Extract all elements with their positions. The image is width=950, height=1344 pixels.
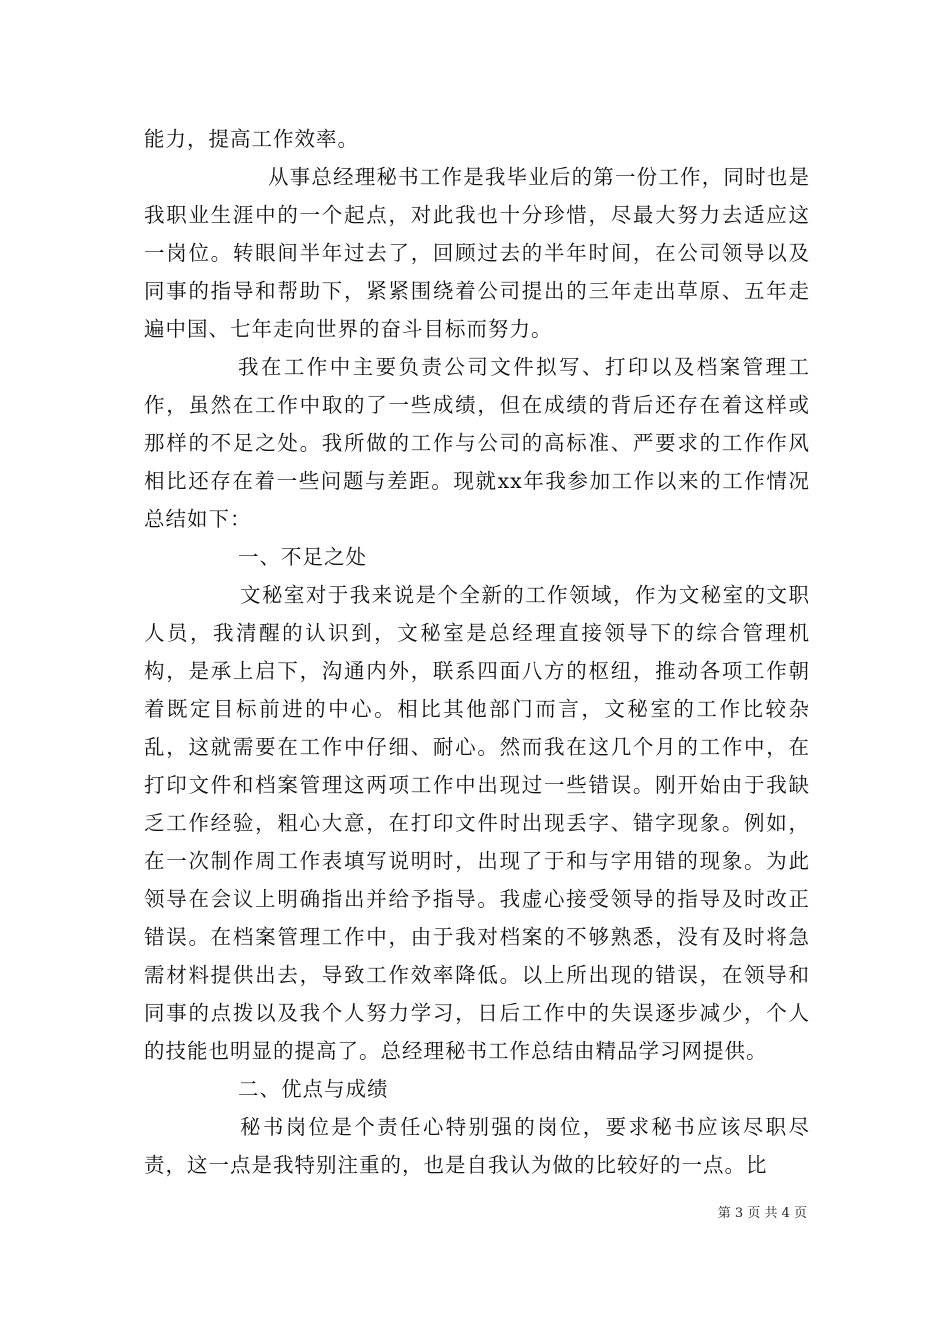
paragraph: 我在工作中主要负责公司文件拟写、打印以及档案管理工作，虽然在工作中取的了一些成绩，但在成绩的背后还存在着这样或那样的不足之处。我所做的工作与公司的高标准、严要求的工作作风相比还存在着一些问题与差距。现就xx年我参加工作以来的工作情况总结如下： [144, 355, 810, 531]
paragraph: 能力，提高工作效率。 [144, 127, 359, 151]
document-body [144, 120, 810, 1184]
paragraph: 秘书岗位是个责任心特别强的岗位，要求秘书应该尽职尽责，这一点是我特别注重的，也是自我认为做的比较好的一点。比 [144, 1115, 810, 1177]
page-number: 第 3 页 共 4 页 [717, 1206, 807, 1221]
section-heading: 二、优点与成绩 [238, 1077, 389, 1101]
paragraph: 从事总经理秘书工作是我毕业后的第一份工作，同时也是我职业生涯中的一个起点，对此我也十分珍惜，尽最大努力去适应这一岗位。转眼间半年过去了，回顾过去的半年时间，在公司领导以及同事的指导和帮助下，紧紧围绕着公司提出的三年走出草原、五年走遍中国、七年走向世界的奋斗目标而努力。 [144, 165, 810, 341]
section-heading: 一、不足之处 [238, 545, 367, 569]
paragraph: 文秘室对于我来说是个全新的工作领域，作为文秘室的文职人员，我清醒的认识到，文秘室是总经理直接领导下的综合管理机构，是承上启下，沟通内外，联系四面八方的枢纽，推动各项工作朝着既定目标前进的中心。相比其他部门而言，文秘室的工作比较杂乱，这就需要在工作中仔细、耐心。然而我在这几个月的工作中，在打印文件和档案管理这两项工作中出现过一些错误。刚开始由于我缺乏工作经验，粗心大意，在打印文件时出现丢字、错字现象。例如，在一次制作周工作表填写说明时，出现了于和与字用错的现象。为此领导在会议上明确指出并给予指导。我虚心接受领导的指导及时改正错误。在档案管理工作中，由于我对档案的不够熟悉，没有及时将急需材料提供出去，导致工作效率降低。以上所出现的错误，在领导和同事的点拨以及我个人努力学习，日后工作中的失误逐步减少，个人的技能也明显的提高了。总经理秘书工作总结由精品学习网提供。 [144, 583, 810, 1063]
